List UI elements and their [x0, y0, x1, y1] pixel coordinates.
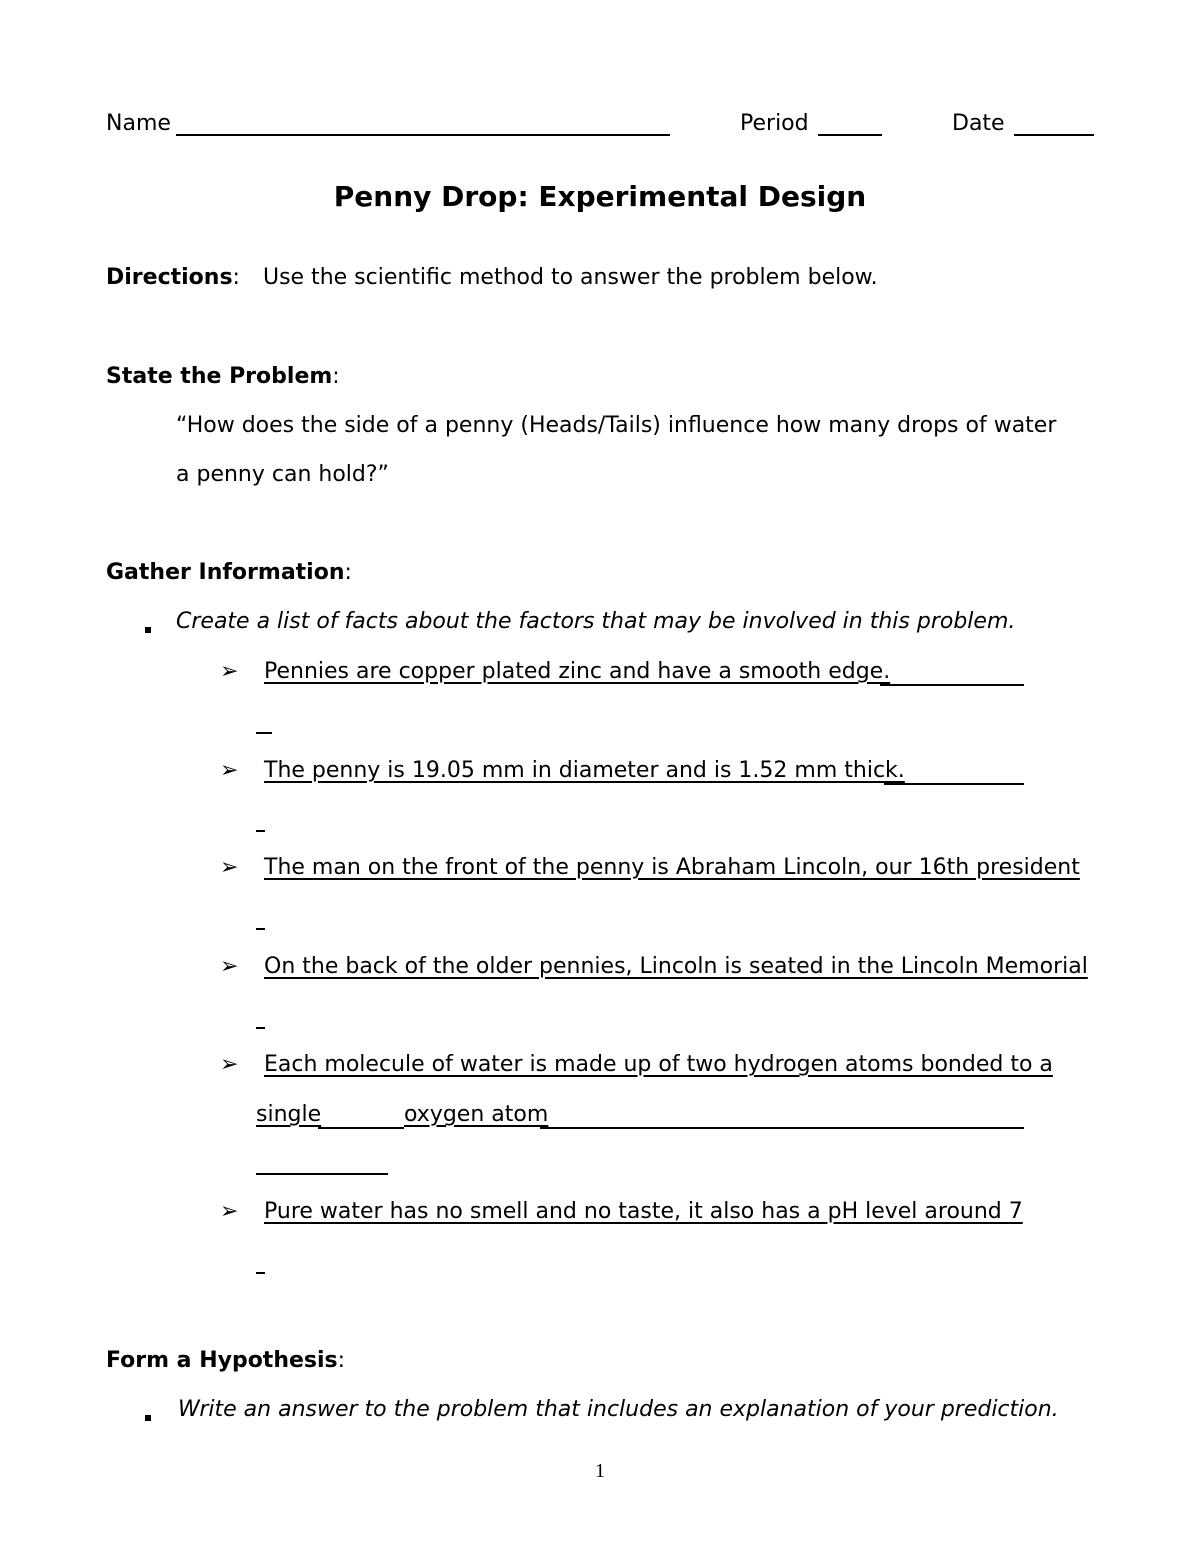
- gather-heading: Gather Information: [106, 560, 345, 585]
- period-blank[interactable]: [818, 112, 882, 136]
- problem-line-2: a penny can hold?”: [176, 462, 389, 487]
- arrow-bullet-icon: ➢: [220, 1052, 239, 1077]
- problem-colon: :: [332, 364, 340, 389]
- fact-item: The penny is 19.05 mm in diameter and is 1.52 mm thick.: [264, 758, 905, 783]
- period-label: Period: [740, 111, 809, 136]
- fact-item: The man on the front of the penny is Abraham Lincoln, our 16th president: [264, 855, 1080, 880]
- problem-heading-row: [106, 363, 340, 391]
- answer-line: [256, 1151, 388, 1175]
- gather-colon: :: [344, 560, 352, 585]
- arrow-bullet-icon: ➢: [220, 659, 239, 684]
- arrow-bullet-icon: ➢: [220, 758, 239, 783]
- hypothesis-heading-row: [106, 1347, 345, 1375]
- answer-line: [880, 662, 1024, 686]
- answer-line: [256, 906, 265, 930]
- hypothesis-heading: Form a Hypothesis: [106, 1348, 338, 1373]
- fact-item: Pennies are copper plated zinc and have a smooth edge.: [264, 659, 891, 684]
- page-number: 1: [595, 1460, 605, 1482]
- fact-item: Each molecule of water is made up of two hydrogen atoms bonded to a: [264, 1052, 1053, 1077]
- directions-label: Directions: [106, 265, 233, 290]
- hypothesis-instruction: Write an answer to the problem that includes an explanation of your prediction.: [178, 1397, 1059, 1422]
- answer-line: [256, 808, 265, 832]
- gather-heading-row: [106, 559, 352, 587]
- directions-text: Use the scientific method to answer the problem below.: [262, 265, 878, 290]
- answer-line: [884, 761, 1024, 785]
- name-label: Name: [106, 111, 171, 136]
- fact-item: Pure water has no smell and no taste, it also has a pH level around 7: [264, 1199, 1023, 1224]
- name-blank[interactable]: [176, 112, 670, 136]
- fact-item: On the back of the older pennies, Lincoln is seated in the Lincoln Memorial: [264, 954, 1088, 979]
- hypothesis-colon: :: [337, 1348, 346, 1373]
- fact-item-continued: oxygen atom: [404, 1102, 549, 1127]
- square-bullet-icon: [145, 1406, 151, 1425]
- directions-colon: :: [232, 265, 240, 290]
- name-row: [106, 110, 171, 138]
- answer-line: [256, 1250, 265, 1274]
- fact-item-continued: single: [256, 1102, 322, 1127]
- answer-line: [540, 1105, 1024, 1129]
- page-title: Penny Drop: Experimental Design: [333, 180, 867, 213]
- answer-line: [256, 710, 272, 734]
- directions-row: [106, 264, 878, 292]
- arrow-bullet-icon: ➢: [220, 954, 239, 979]
- problem-heading: State the Problem: [106, 364, 333, 389]
- answer-line: [318, 1105, 404, 1129]
- arrow-bullet-icon: ➢: [220, 1199, 239, 1224]
- date-blank[interactable]: [1014, 112, 1094, 136]
- problem-line-1: “How does the side of a penny (Heads/Tails) influence how many drops of water: [176, 413, 1057, 438]
- answer-line: [256, 1005, 265, 1029]
- square-bullet-icon: [145, 618, 151, 637]
- gather-instruction: Create a list of facts about the factors that may be involved in this problem.: [176, 609, 1016, 634]
- date-label: Date: [952, 111, 1005, 136]
- arrow-bullet-icon: ➢: [220, 855, 239, 880]
